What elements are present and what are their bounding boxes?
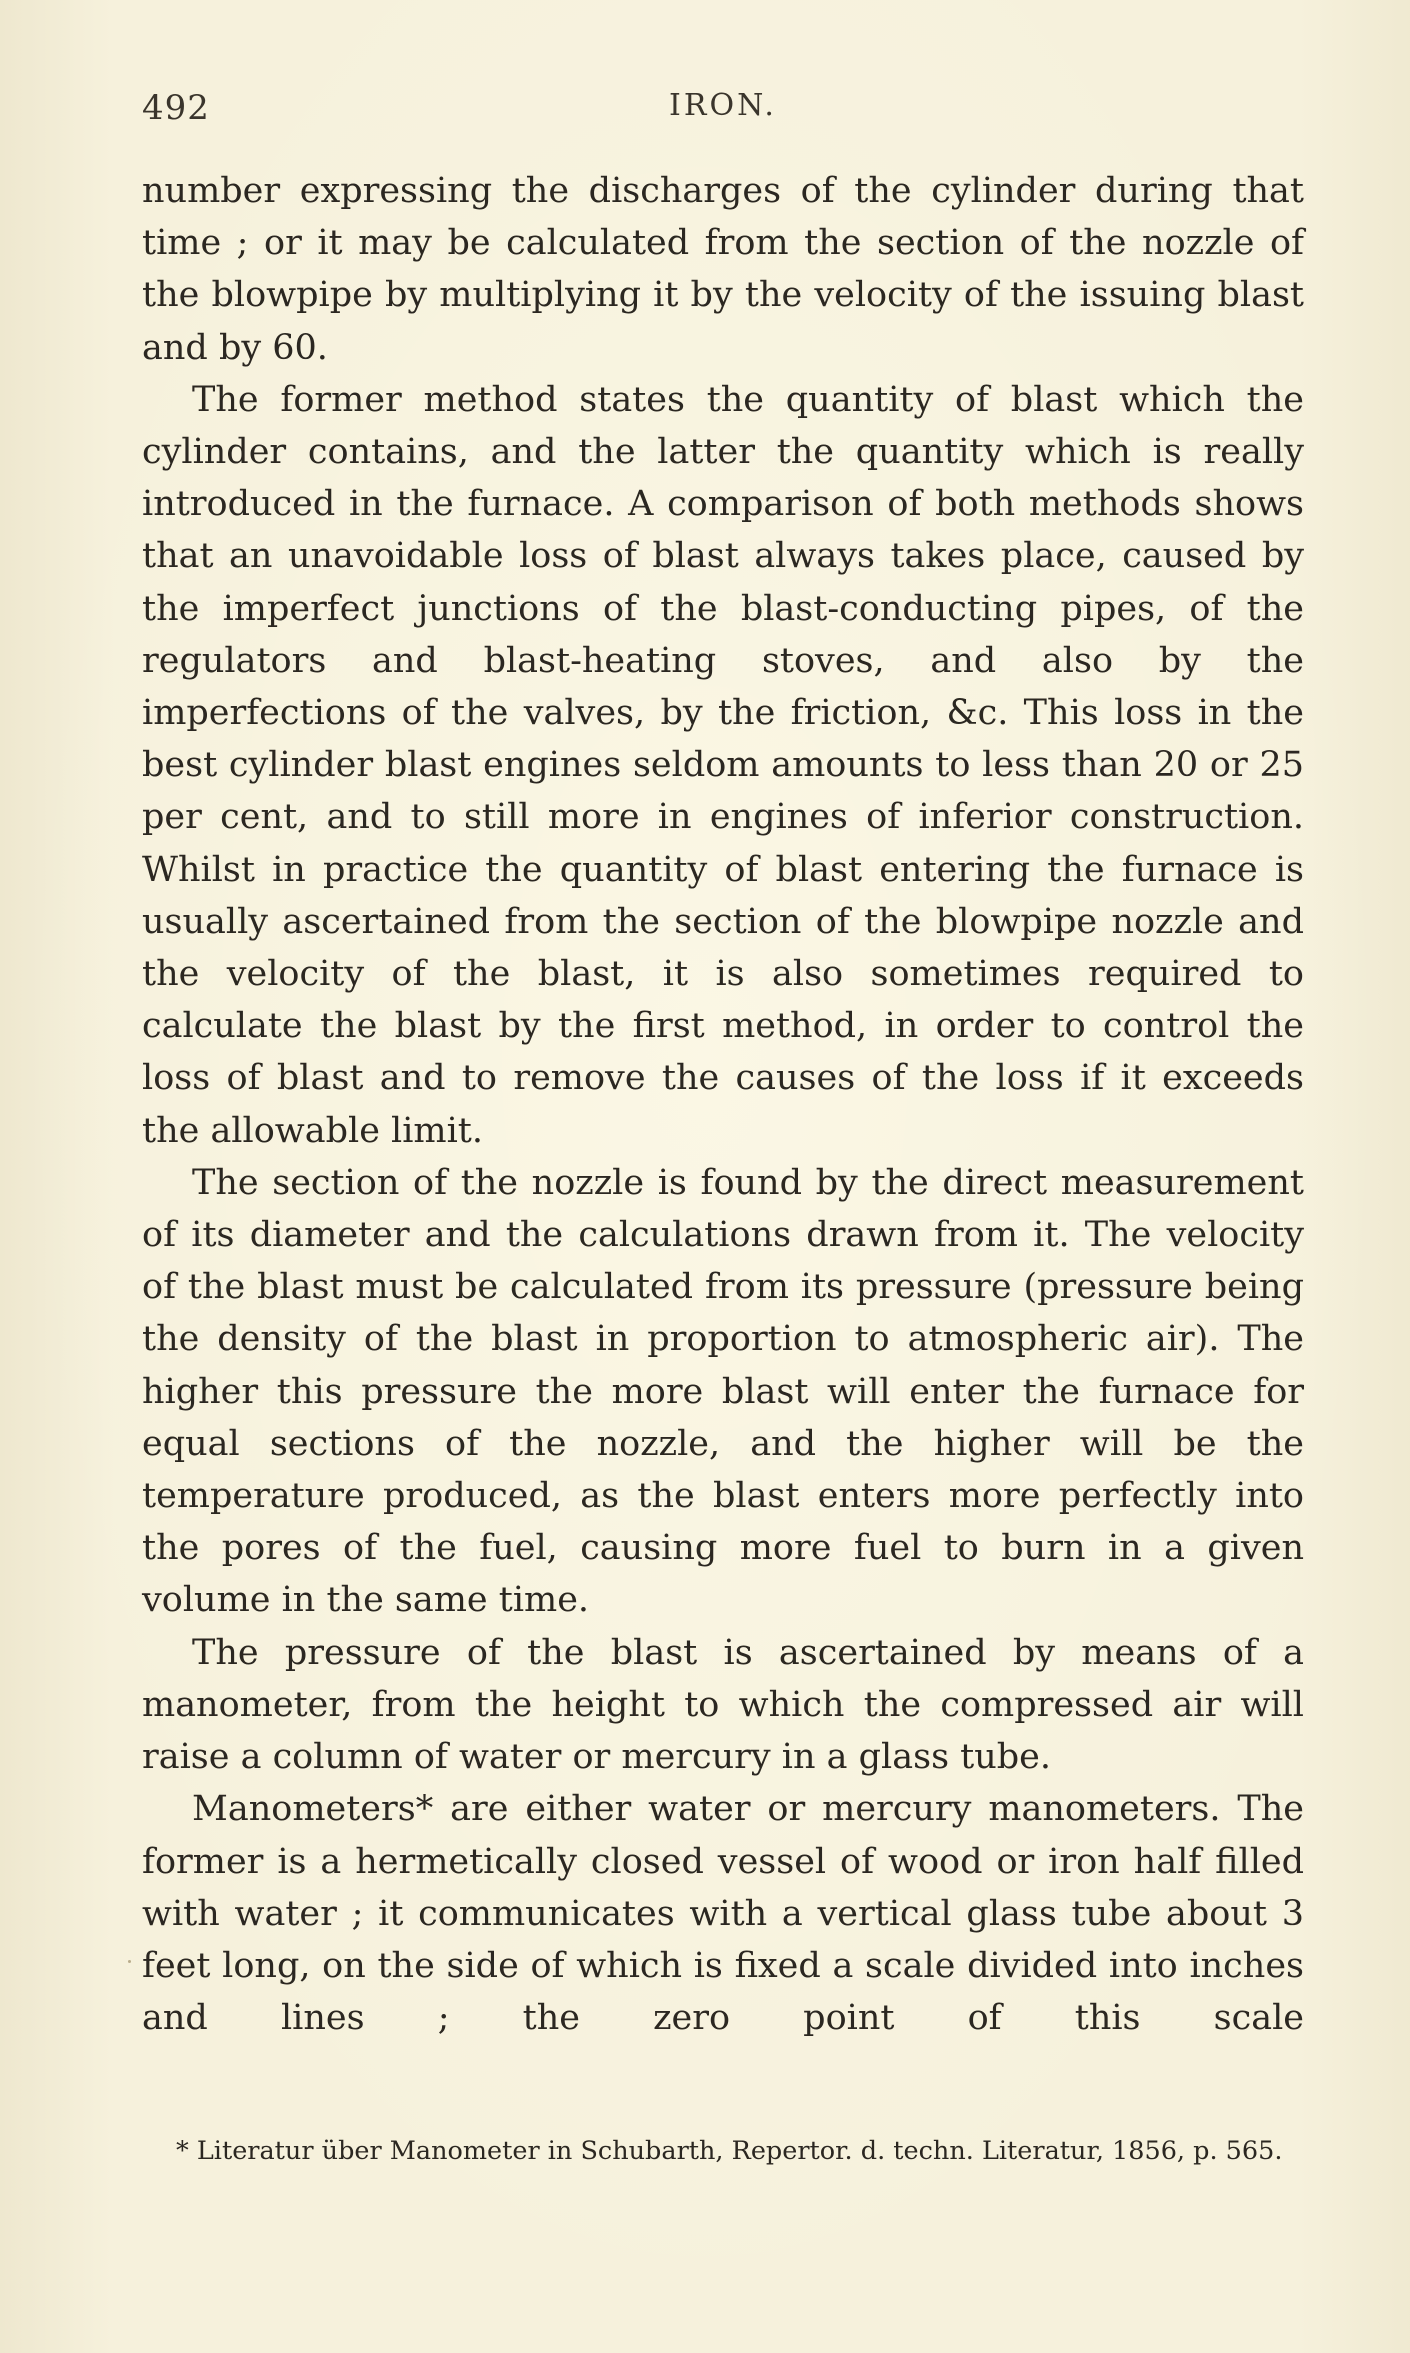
paper-speck	[128, 1960, 131, 1963]
paragraph-methods-comparison: The former method states the quantity of blast which the cylinder contains, and the latter the quantity which is really introduced in the furnace. A comparison of both methods shows that an unavoidable loss of blast always takes place, caused by the imperfect junctions of the blast-conducting pipes, of the regulators and blast-heating stoves, and also by the imperfections of the valves, by the friction, &c. This loss in the best cylinder blast engines seldom amounts to less than 20 or 25 per cent, and to still more in engines of inferior construction. Whilst in practice the quantity of blast entering the furnace is usually ascertained from the section of the blowpipe nozzle and the velocity of the blast, it is also sometimes required to calculate the blast by the first method, in order to control the loss of blast and to remove the causes of the loss if it exceeds the allowable limit.	[142, 379, 1304, 1151]
page-header	[142, 88, 1304, 138]
page-number: 492	[142, 88, 210, 128]
paragraph-blast-pressure: The pressure of the blast is ascertained by means of a manometer, from the height to which the compressed air will raise a column of water or mercury in a glass tube.	[142, 1632, 1304, 1778]
footnote: * Literatur über Manometer in Schubarth, Repertor. d. techn. Literatur, 1856, p. 565.	[176, 2136, 1283, 2166]
paragraph-continuation: number expressing the discharges of the cylinder during that time ; or it may be calculated from the section of the nozzle of the blowpipe by multiplying it by the velocity of the issuing blast and by 60.	[142, 171, 1304, 368]
paragraph-nozzle-section: The section of the nozzle is found by the direct measurement of its diameter and the calculations drawn from it. The velocity of the blast must be calculated from its pressure (pressure being the density of the blast in proportion to atmospheric air). The higher this pressure the more blast will enter the furnace for equal sections of the nozzle, and the higher will be the temperature produced, as the blast enters more perfectly into the pores of the fuel, causing more fuel to burn in a given volume in the same time.	[142, 1162, 1304, 1621]
running-head: IRON.	[669, 88, 777, 123]
body-text	[142, 165, 1304, 2044]
paragraph-manometers: Manometers* are either water or mercury manometers. The former is a hermetically closed vessel of wood or iron half filled with water ; it communicates with a vertical glass tube about 3 feet long, on the side of which is fixed a scale divided into inches and lines ; the zero point of this scale	[142, 1789, 1304, 2039]
